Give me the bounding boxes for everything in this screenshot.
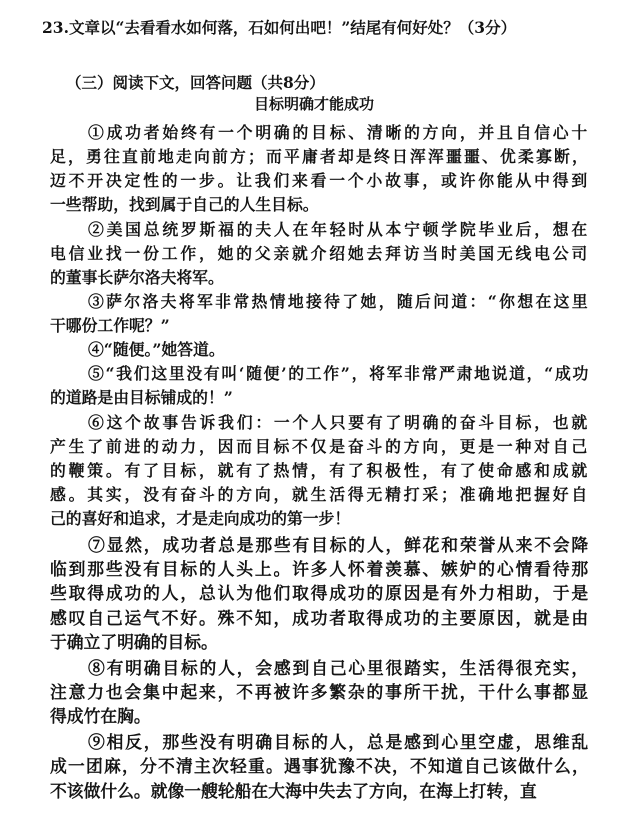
paragraph-line: 不该做什么。就像一艘轮船在大海中失去了方向，在海上打转，直 [50,781,537,801]
paragraph-line: ④“随便。”她答道。 [88,340,225,359]
paragraph-line: 己的喜好和追求，才是走向成功的第一步！ [50,509,351,528]
paragraph-line: 些取得成功的人，总认为他们取得成功的原因是有外力相助，于是 [50,583,590,603]
paragraph-line: 于确立了明确的目标。 [50,632,218,652]
paragraph-line: 一些帮助，找到属于自己的人生目标。 [50,195,319,214]
paragraph-line: 电信业找一份工作，她的父亲就介绍她去拜访当时美国无线电公司 [50,244,590,263]
paragraph-line: 感。其实，没有奋斗的方向，就生活得无精打采；准确地把握好自 [50,485,590,504]
question-23: 23.文章以“去看看水如何落，石如何出吧！”结尾有何好处？（3分） [42,18,517,37]
paragraph-line: ⑧有明确目标的人，会感到自己心里很踏实，生活得很充实， [88,658,590,678]
paragraph-line: ①成功者始终有一个明确的目标、清晰的方向，并且自信心十 [88,123,590,142]
paragraph-line: 干哪份工作呢？” [50,316,170,335]
paragraph-line: ⑤“我们这里没有叫‘随便’的工作”，将军非常严肃地说道，“成功 [88,364,590,383]
paragraph-line: 临到那些没有目标的人头上。许多人怀着羡慕、嫉妒的心情看待那 [50,559,590,579]
paragraph-line: 的鞭策。有了目标，就有了热情，有了积极性，有了使命感和成就 [50,461,590,480]
paragraph-line: ③萨尔洛夫将军非常热情地接待了她，随后问道：“你想在这里 [88,292,590,311]
paragraph-line: ⑥这个故事告诉我们：一个人只要有了明确的奋斗目标，也就 [88,413,590,432]
section-heading: （三）阅读下文，回答问题（共8分） [66,73,325,92]
paragraph-line: 产生了前进的动力，因而目标不仅是奋斗的方向，更是一种对自己 [50,437,590,456]
paragraph-line: 的董事长萨尔洛夫将军。 [50,268,224,287]
paragraph-line: 的道路是由目标铺成的！” [50,388,233,407]
paragraph-line: 成一团麻，分不清主次轻重。遇事犹豫不决，不知道自己该做什么， [50,756,590,776]
paragraph-line: 迈不开决定性的一步。让我们来看一个小故事，或许你能从中得到 [50,171,590,190]
paragraph-line: ⑦显然，成功者总是那些有目标的人，鲜花和荣誉从来不会降 [88,535,590,555]
paragraph-line: ②美国总统罗斯福的夫人在年轻时从本宁顿学院毕业后，想在 [88,220,590,239]
paragraph-line: ⑨相反，那些没有明确目标的人，总是感到心里空虚，思维乱 [88,732,590,752]
paragraph-line: 注意力也会集中起来，不再被许多繁杂的事所干扰，干什么事都显 [50,682,590,702]
paragraph-line: 得成竹在胸。 [50,706,151,726]
paragraph-line: 感叹自己运气不好。殊不知，成功者取得成功的主要原因，就是由 [50,608,590,628]
paragraph-line: 足，勇往直前地走向前方；而平庸者却是终日浑浑噩噩、优柔寡断， [50,147,590,166]
article-title: 目标明确才能成功 [253,95,374,113]
